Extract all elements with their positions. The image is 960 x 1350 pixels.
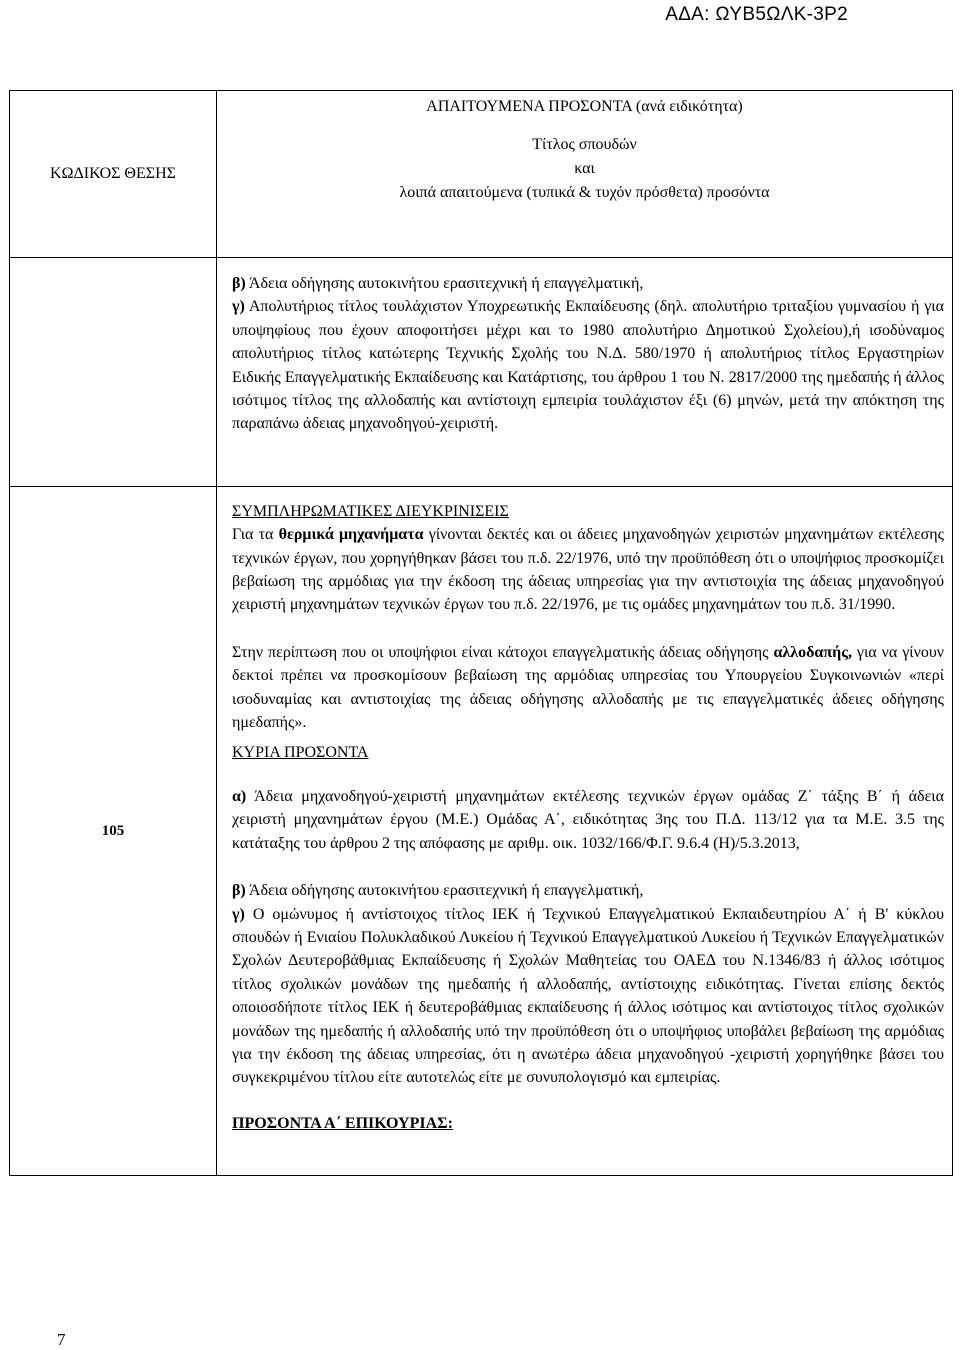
qualifications-cell-105 (217, 486, 953, 1175)
qualifications-table (9, 90, 953, 1176)
clar-p2-start: Στην περίπτωση που οι υποψήφιοι είναι κάτοχοι επαγγελματικής άδειας οδήγησης (232, 643, 774, 661)
table-row-105 (10, 486, 953, 1175)
position-code-cell (10, 486, 217, 1175)
main-g-label: γ) (232, 905, 245, 923)
clar-p1-start: Για τα (232, 526, 279, 544)
qualifications-header-sub2: και (574, 160, 595, 177)
position-code-header (10, 91, 217, 258)
table-row-continuation (10, 258, 953, 487)
qualifications-header (217, 91, 953, 258)
qualifications-continuation-cell (217, 258, 953, 487)
license-paragraph (232, 272, 944, 295)
page-number: 7 (57, 1330, 66, 1349)
item-g-text: Απολυτήριος τίτλος τουλάχιστον Υποχρεωτικής Εκπαίδευσης (δηλ. απολυτήριο τριταξίου γυμνασίου ή για υποψηφίους που έχουν αποφοιτήσει μέχρι και το 1980 απολυτήριο Δημοτικού Σχολείου),ή ισοδύναμος απολυτήριος τίτλος κατώτερης Τεχνικής Σχολής του Ν.Δ. 580/1970 ή απολυτήριος τίτλος Εργαστηρίων Ειδικής Επαγγελματικής Εκπαίδευσης και Κατάρτισης, του άρθρου 1 του Ν. 2817/2000 της ημεδαπής ή άλλος ισότιμος τίτλος της αλλοδαπής και αντίστοιχη εμπειρία τουλάχιστον έξι (6) μηνών, μετά την απόκτηση της παραπάνω άδειας μηχανοδηγού-χειριστή. (232, 298, 944, 433)
position-code-value: 105 (101, 822, 125, 839)
table-header-row (10, 91, 953, 258)
clarifications-paragraph-1 (232, 523, 944, 617)
clar-p2-rest: για να γίνουν δεκτοί πρέπει να προσκομίσουν βεβαίωση της αρμόδιας υπηρεσίας του Υπουργείου Συγκοινωνιών «περί ισοδυναμίας και αντιστοιχίας της άδειας οδήγησης αλλοδαπής με τις επαγγελματικές άδειες οδήγησης ημεδαπής». (232, 643, 945, 732)
document-reference-ada: ΑΔΑ: ΩΥΒ5ΩΛΚ-3Ρ2 (665, 4, 848, 25)
main-quals-heading: ΚΥΡΙΑ ΠΡΟΣΟΝΤΑ (232, 743, 369, 761)
qualifications-header-sub1: Τίτλος σπουδών (532, 136, 637, 153)
main-quals-item-b (232, 879, 944, 902)
main-b-label: β) (232, 882, 246, 900)
item-b-label: β) (232, 275, 246, 292)
main-quals-item-a (232, 785, 944, 855)
education-paragraph (232, 295, 944, 485)
clarifications-paragraph-2 (232, 641, 944, 735)
clar-p1-rest: γίνονται δεκτές και οι άδειες μηχανοδηγών χειριστών μηχανημάτων εκτέλεσης τεχνικών έργων, που χορηγήθηκαν βάσει του π.δ. 22/1976, υπό την προϋπόθεση ότι ο υποψήφιος προσκομίζει βεβαίωση της αρμόδιας για την έκδοση της άδειας υπηρεσίας για την αντιστοιχία της άδειας μηχανοδηγού χειριστή μηχανημάτων τεχνικών έργων του π.δ. 22/1976, με τις ομάδες μηχανημάτων του π.δ. 31/1990. (232, 526, 945, 614)
item-b-text: Άδεια οδήγησης αυτοκινήτου ερασιτεχνική ή επαγγελματική, (245, 275, 644, 292)
clarifications-heading: ΣΥΜΠΛΗΡΩΜΑΤΙΚΕΣ ΔΙΕΥΚΡΙΝΙΣΕΙΣ (232, 502, 509, 520)
main-b-text: Άδεια οδήγησης αυτοκινήτου ερασιτεχνική ή επαγγελματική, (245, 882, 644, 900)
clar-p1-bold: θερμικά μηχανήματα (278, 526, 424, 544)
main-quals-item-g (232, 903, 944, 1090)
main-a-label: α) (232, 787, 247, 805)
main-a-text: Άδεια μηχανοδηγού-χειριστή μηχανημάτων εκτέλεσης τεχνικών έργων ομάδας Ζ΄ τάξης Β΄ ή άδεια χειριστή μηχανημάτων έργου (Μ.Ε.) Ομάδας Α΄, ειδικότητας 3ης του Π.Δ. 113/12 για τα Μ.Ε. 3.5 της κατάταξης του άρθρου 2 της απόφασης με αριθμ. οικ. 1032/166/Φ.Γ. 9.6.4 (Η)/5.3.2013, (232, 787, 944, 852)
main-g-text: Ο ομώνυμος ή αντίστοιχος τίτλος ΙΕΚ ή Τεχνικού Επαγγελματικού Εκπαιδευτηρίου Α΄ ή Β' κύκλου σπουδών ή Ενιαίου Πολυκλαδικού Λυκείου ή Τεχνικού Επαγγελματικού Λυκείου ή Τεχνικών Επαγγελματικών Σχολών Δευτεροβάθμιας Εκπαίδευσης ή Σχολών Μαθητείας του ΟΑΕΔ του Ν.1346/83 ή άλλος ισότιμος τίτλος σχολικών μονάδων της ημεδαπής ή αλλοδαπής, αντίστοιχης ειδικότητας. Γίνεται επίσης δεκτός οποιοσδήποτε τίτλος ΙΕΚ ή δευτεροβάθμιας εκπαίδευσης ή άλλος ισότιμος και αντίστοιχος τίτλος σχολικών μονάδων της ημεδαπής ή αλλοδαπής υπό την προϋπόθεση ότι ο υποψήφιος υποβάλει βεβαίωση της αρμόδιας για την έκδοση της άδειας υπηρεσίας, ότι η ανωτέρω άδεια μηχανοδηγού -χειριστή χορηγήθηκε βάσει του συγκεκριμένου τίτλου είτε αυτοτελώς είτε με συνυπολογισμό και εμπειρίας. (232, 905, 944, 1087)
position-code-header-label: ΚΩΔΙΚΟΣ ΘΕΣΗΣ (50, 165, 176, 182)
qualifications-header-sub3: λοιπά απαιτούμενα (τυπικά & τυχόν πρόσθετα) προσόντα (399, 184, 770, 201)
auxiliary-quals-heading: ΠΡΟΣΟΝΤΑ Α΄ ΕΠΙΚΟΥΡΙΑΣ: (232, 1114, 453, 1132)
qualifications-header-title: ΑΠΑΙΤΟΥΜΕΝΑ ΠΡΟΣΟΝΤΑ (ανά ειδικότητα) (426, 98, 743, 115)
item-g-label: γ) (232, 298, 245, 316)
clar-p2-bold: αλλοδαπής, (773, 643, 852, 661)
position-code-cell-empty (10, 258, 217, 487)
